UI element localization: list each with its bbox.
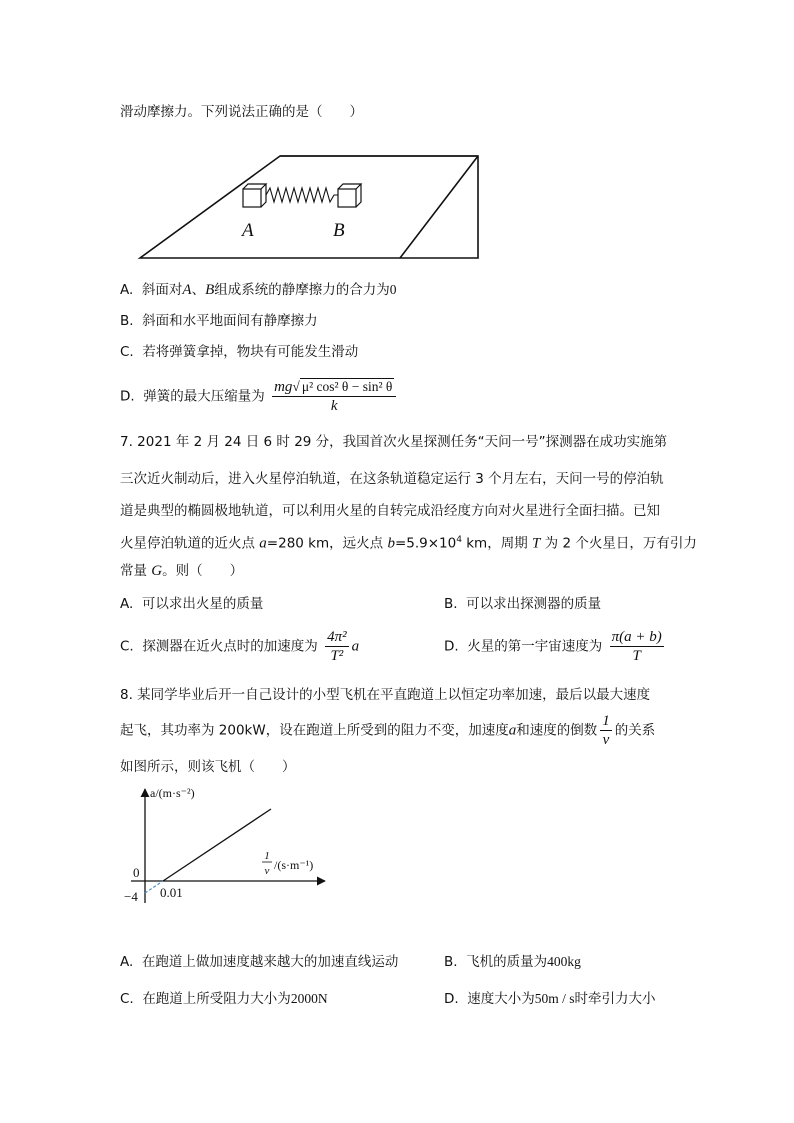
spring: [266, 188, 338, 202]
y-axis-label: a/(m·s⁻²): [150, 786, 195, 800]
x-intercept-label: 0.01: [160, 885, 183, 900]
acceleration-graph: [115, 783, 330, 908]
q7-line-4: 火星停泊轨道的近火点 a=280 km，远火点 $b=5.9\times 10^4$ km，周期 T 为 2 个火星日，万有引力: [120, 535, 697, 552]
q7-option-a[interactable]: A. 可以求出火星的质量: [120, 596, 264, 612]
q7-line-3: 道是典型的椭圆极地轨道，可以利用火星的自转完成沿经度方向对火星进行全面扫描。已知: [120, 503, 660, 519]
q6-option-a[interactable]: A. 斜面对A、B组成系统的静摩擦力的合力为0: [120, 282, 397, 298]
label-b: B: [333, 220, 345, 241]
q7-option-b[interactable]: B. 可以求出探测器的质量: [444, 596, 602, 612]
q8-option-d[interactable]: D. 速度大小为50m / s时牵引力大小: [444, 991, 656, 1007]
incline-slope-edge: [400, 156, 478, 258]
q7-option-c[interactable]: C. 探测器在近火点时的加速度为 $\frac{\text{4π²}}{\text{T²}}$ a: [120, 629, 360, 664]
q8-line-2: 起飞，其功率为 200kW，设在跑道上所受到的阻力不变，加速度a和速度的倒数 $\frac{1}{v}$ 的关系: [120, 713, 656, 748]
q7-line-5: 常量 G。则（ ）: [120, 563, 244, 579]
label-a: A: [242, 220, 254, 241]
y-intercept-label: −4: [124, 889, 138, 904]
q7-option-d[interactable]: D. 火星的第一宇宙速度为 $\frac{\pi(a + b)}{T}$: [444, 629, 662, 664]
q8-option-b[interactable]: B. 飞机的质量为400kg: [444, 954, 581, 970]
block-b: [338, 184, 361, 207]
origin-label: 0: [133, 865, 140, 880]
q6-stem-tail: 滑动摩擦力。下列说法正确的是（ ）: [120, 104, 363, 120]
q6-option-b[interactable]: B. 斜面和水平地面间有静摩擦力: [120, 313, 318, 329]
q8-option-a[interactable]: A. 在跑道上做加速度越来越大的加速直线运动: [120, 954, 399, 970]
incline-outline: [140, 156, 478, 258]
block-a: [243, 184, 266, 207]
q7-line-2: 三次近火制动后，进入火星停泊轨道，在这条轨道稳定运行 3 个月左右，天问一号的停泊轨: [120, 471, 664, 487]
x-axis-label-unit: /(s·m⁻¹): [274, 858, 314, 872]
incline-figure: [130, 148, 490, 263]
x-axis-label-num: 1: [264, 850, 270, 862]
q7-line-1: 7. 2021 年 2 月 24 日 6 时 29 分，我国首次火星探测任务“天问一号”探测器在成功实施第: [120, 434, 668, 450]
max-compression-formula: $\frac{\text{mg√ μ² cos² θ − sin² θ}}{k}$: [272, 378, 396, 415]
q8-option-c[interactable]: C. 在跑道上所受阻力大小为2000N: [120, 991, 328, 1007]
q6-option-c[interactable]: C. 若将弹簧拿掉，物块有可能发生滑动: [120, 344, 359, 360]
q6-option-d[interactable]: D. 弹簧的最大压缩量为 $\frac{\text{mg√ μ² cos² θ − sin² θ}}{k}$: [120, 378, 399, 415]
q8-line-3: 如图所示，则该飞机（ ）: [120, 759, 296, 775]
series-solid-line: [163, 809, 271, 881]
q8-line-1: 8. 某同学毕业后开一自己设计的小型飞机在平直跑道上以恒定功率加速，最后以最大速度: [120, 687, 651, 703]
x-axis-label-den: v: [264, 865, 270, 877]
